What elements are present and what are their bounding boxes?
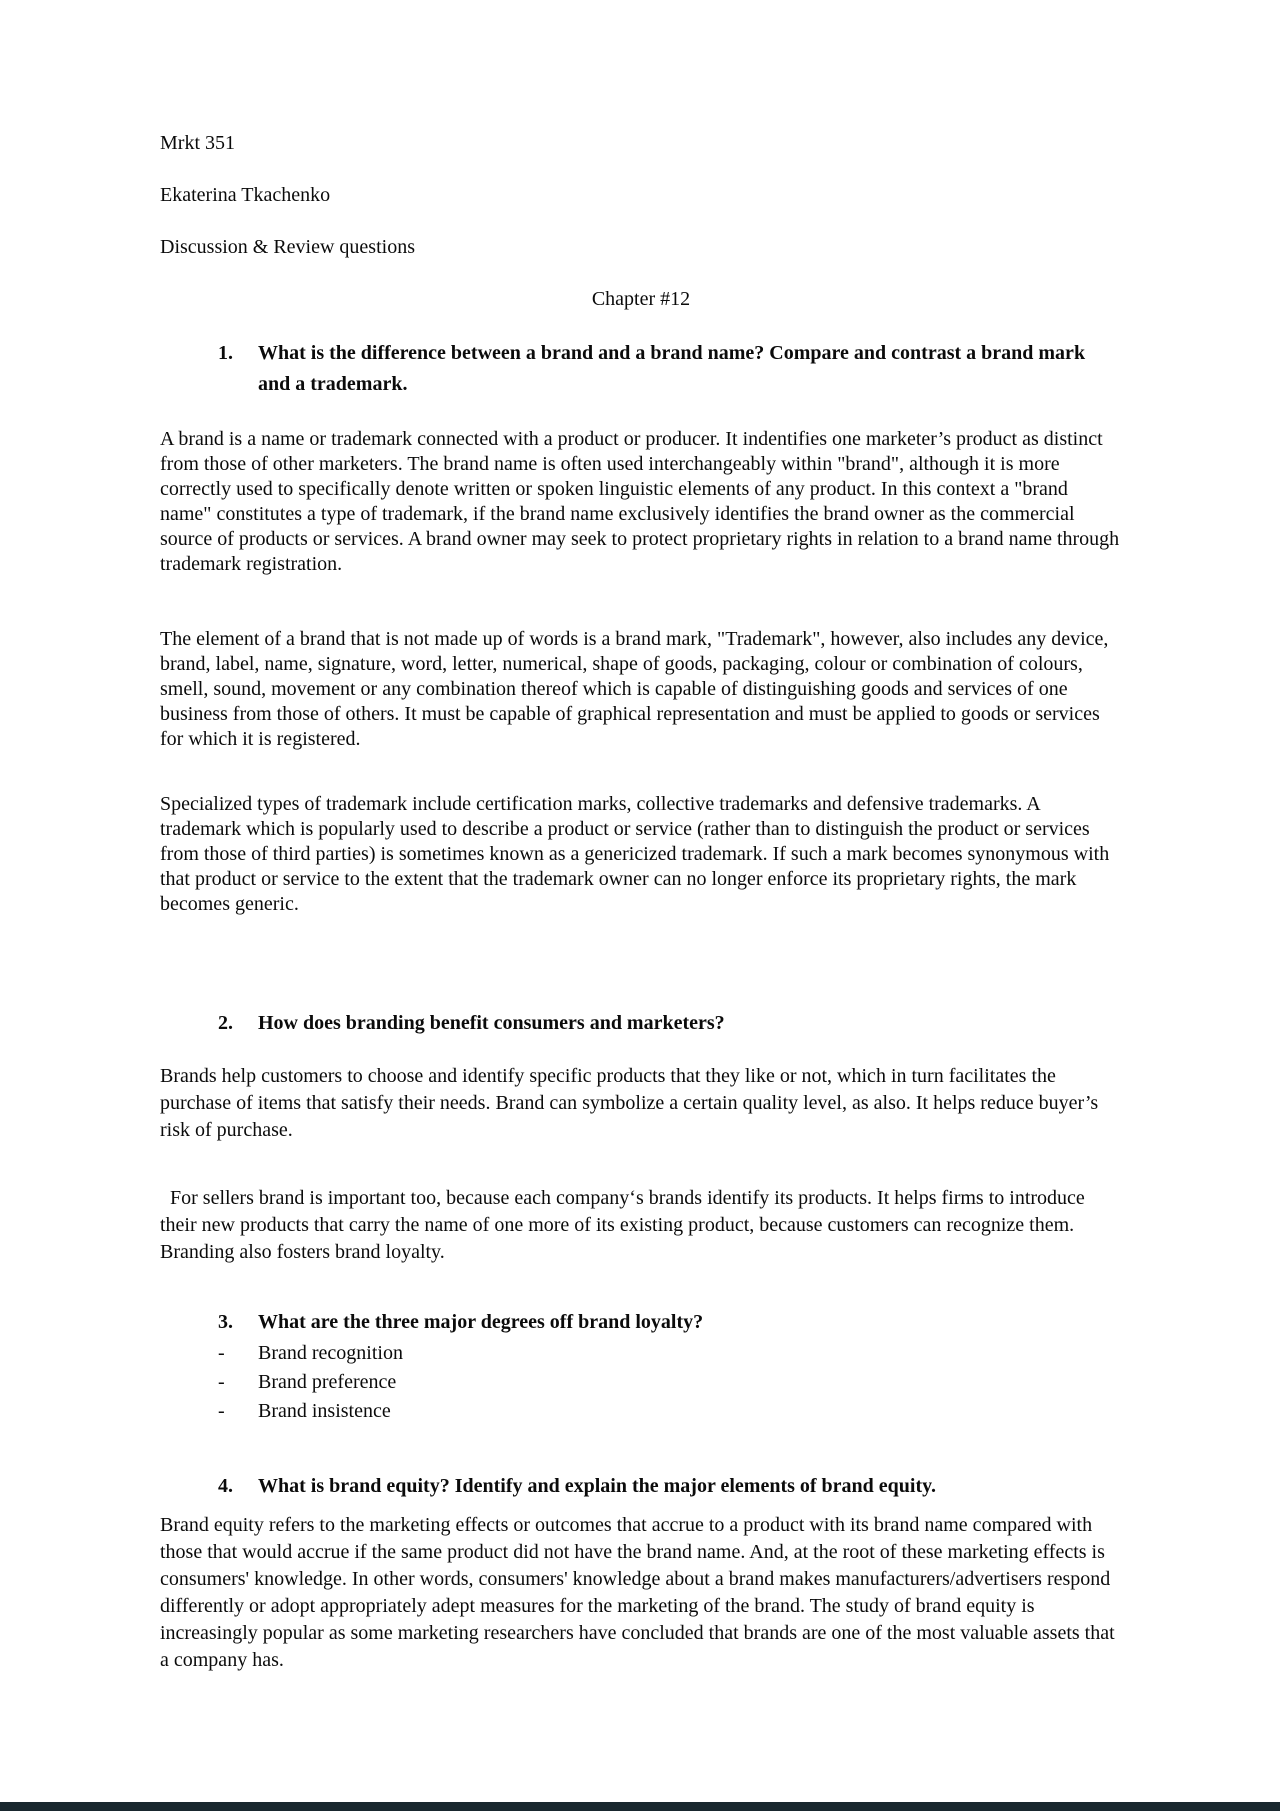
chapter-title: Chapter #12 [591, 288, 691, 310]
bullet-item [160, 1339, 1122, 1368]
bullet-item [160, 1368, 1122, 1397]
question-heading-1 [160, 338, 1122, 400]
bullet-marker: - [218, 1342, 225, 1364]
author-name: Ekaterina Tkachenko [160, 184, 331, 206]
bullet-text: Brand preference [258, 1371, 397, 1393]
answer-paragraph: A brand is a name or trademark connected with a product or producer. It indentifies one marketer’s product as distinct from those of other marketers. The brand name is often used interchangeably within "brand", although it is more correctly used to specifically denote written or spoken linguistic elements of any product. In this context a "brand name" constitutes a type of trademark, if the brand name exclusively identifies the brand owner as the commercial source of products or services. A brand owner may seek to protect proprietary rights in relation to a brand name through trademark registration. [160, 428, 1125, 575]
question-heading-2 [160, 1008, 1122, 1039]
bullet-item [160, 1397, 1122, 1426]
course-code: Mrkt 351 [160, 132, 235, 154]
bullet-text: Brand insistence [258, 1400, 391, 1422]
question-title: What is brand equity? Identify and explain the major elements of brand equity. [258, 1475, 937, 1497]
answer-paragraph: The element of a brand that is not made up of words is a brand mark, "Trademark", however, also includes any device, brand, label, name, signature, word, letter, numerical, shape of goods, packaging, colour or combination of colours, smell, sound, movement or any combination thereof which is capable of distinguishing goods and services of one business from those of others. It must be capable of graphical representation and must be applied to goods or services for which it is registered. [160, 628, 1114, 750]
bottom-edge-bar [0, 1802, 1280, 1811]
question-title: How does branding benefit consumers and marketers? [258, 1012, 725, 1034]
question-title: What are the three major degrees off brand loyalty? [258, 1311, 704, 1333]
question-number: 4. [218, 1475, 233, 1497]
bullet-list [160, 1339, 1122, 1426]
bullet-text: Brand recognition [258, 1342, 403, 1364]
question-number: 2. [218, 1012, 233, 1034]
question-number: 3. [218, 1311, 233, 1333]
bullet-marker: - [218, 1400, 225, 1422]
answer-paragraph: Specialized types of trademark include certification marks, collective trademarks and defensive trademarks. A trademark which is popularly used to describe a product or service (rather than to distinguish the product or services from those of third parties) is sometimes known as a genericized trademark. If such a mark becomes synonymous with that product or service to the extent that the trademark owner can no longer enforce its proprietary rights, the mark becomes generic. [160, 793, 1115, 915]
answer-paragraph: Brands help customers to choose and identify specific products that they like or not, which in turn facilitates the purchase of items that satisfy their needs. Brand can symbolize a certain quality level, as also. It helps reduce buyer’s risk of purchase. [160, 1065, 1104, 1141]
question-heading-3 [160, 1307, 1122, 1338]
answer-paragraph: Brand equity refers to the marketing effects or outcomes that accrue to a product with its brand name compared with those that would accrue if the same product did not have the brand name. And, at the root of these marketing effects is consumers' knowledge. In other words, consumers' knowledge about a brand makes manufacturers/advertisers respond differently or adopt appropriately adept measures for the marketing of the brand. The study of brand equity is increasingly popular as some marketing researchers have concluded that brands are one of the most valuable assets that a company has. [160, 1514, 1120, 1671]
answer-paragraph: For sellers brand is important too, because each company‘s brands identify its products. It helps firms to introduce their new products that carry the name of one more of its existing product, because customers can recognize them. Branding also fosters brand loyalty. [160, 1187, 1090, 1263]
question-heading-4 [160, 1471, 1122, 1502]
document-type: Discussion & Review questions [160, 236, 415, 258]
bullet-marker: - [218, 1371, 225, 1393]
question-title: What is the difference between a brand and a brand name? Compare and contrast a brand mark and a trademark. [258, 342, 1086, 395]
question-number: 1. [218, 342, 233, 364]
